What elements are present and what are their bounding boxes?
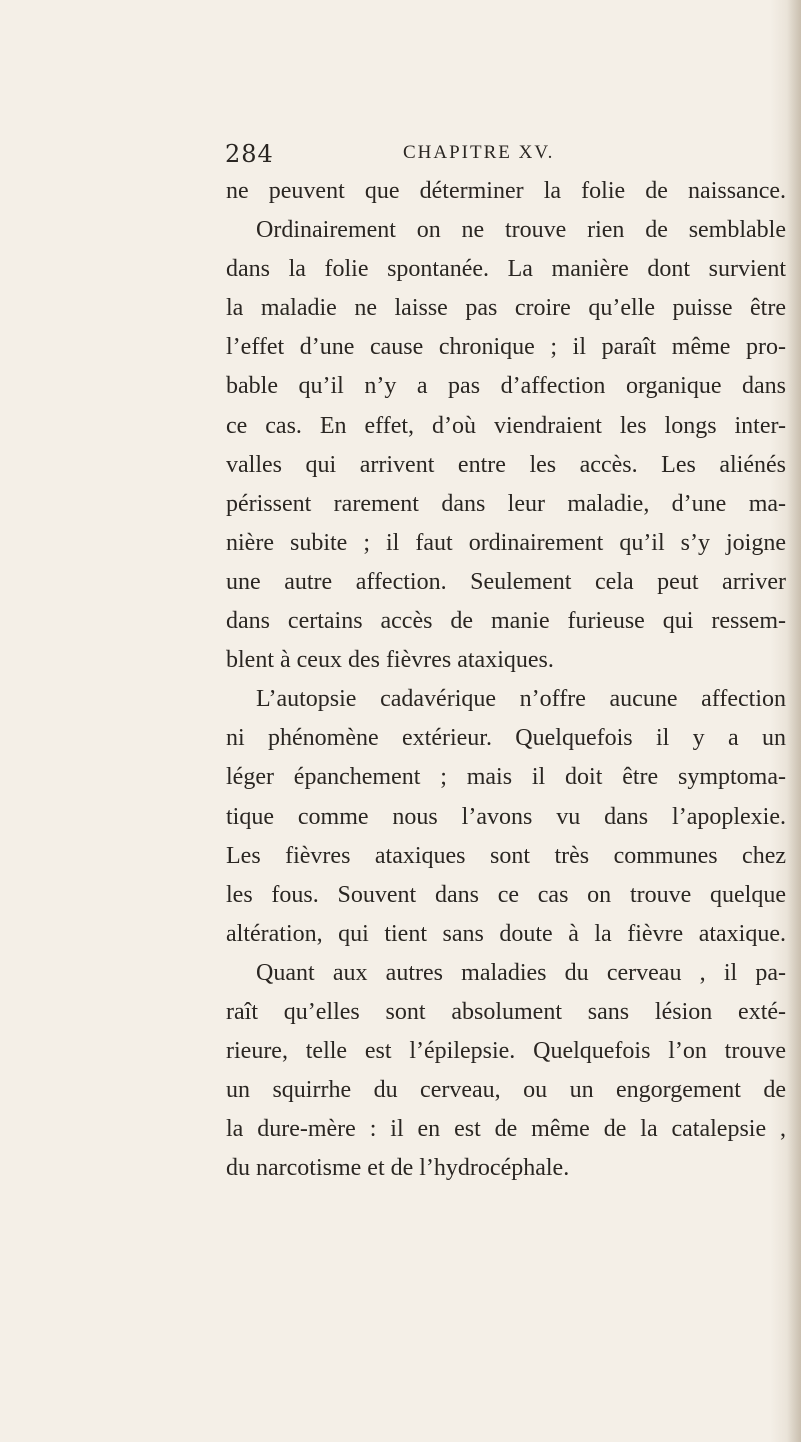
text-line: L’autopsie cadavérique n’offre aucune affection xyxy=(256,686,786,713)
text-line: une autre affection. Seulement cela peut arriver xyxy=(226,568,786,595)
text-line: bable qu’il n’y a pas d’affection organique dans xyxy=(226,373,786,400)
text-line: blent à ceux des fièvres ataxiques. xyxy=(226,647,554,674)
text-line: altération, qui tient sans doute à la fièvre ataxique. xyxy=(226,920,786,947)
text-line: un squirrhe du cerveau, ou un engorgement de xyxy=(226,1077,786,1104)
text-line: Les fièvres ataxiques sont très communes chez xyxy=(226,842,786,869)
text-line: ce cas. En effet, d’où viendraient les longs inter- xyxy=(226,412,786,439)
text-line: ne peuvent que déterminer la folie de naissance. xyxy=(226,178,786,204)
page-number: 284 xyxy=(225,140,274,168)
text-line: périssent rarement dans leur maladie, d’une ma- xyxy=(226,490,786,517)
text-line: la maladie ne laisse pas croire qu’elle puisse être xyxy=(226,295,786,322)
page-edge-shadow xyxy=(787,0,801,1442)
running-head xyxy=(225,140,785,170)
body-text xyxy=(226,172,786,1188)
text-line: l’effet d’une cause chronique ; il paraît même pro- xyxy=(226,334,786,361)
text-line: ni phénomène extérieur. Quelquefois il y a un xyxy=(226,725,786,752)
text-line: tique comme nous l’avons vu dans l’apoplexie. xyxy=(226,803,786,830)
text-line: rieure, telle est l’épilepsie. Quelquefois l’on trouve xyxy=(226,1038,786,1065)
text-line: léger épanchement ; mais il doit être symptoma- xyxy=(226,764,786,791)
text-line: nière subite ; il faut ordinairement qu’il s’y joigne xyxy=(226,529,786,556)
text-line: du narcotisme et de l’hydrocéphale. xyxy=(226,1155,570,1182)
text-line: la dure-mère : il en est de même de la catalepsie , xyxy=(226,1116,786,1143)
text-line: raît qu’elles sont absolument sans lésion exté- xyxy=(226,998,786,1025)
text-line: dans la folie spontanée. La manière dont survient xyxy=(226,256,786,283)
text-line: Quant aux autres maladies du cerveau , il pa- xyxy=(256,959,786,986)
text-line: Ordinairement on ne trouve rien de semblable xyxy=(256,217,786,244)
text-line: dans certains accès de manie furieuse qui ressem- xyxy=(226,608,786,635)
text-line: valles qui arrivent entre les accès. Les aliénés xyxy=(226,451,786,478)
text-line: les fous. Souvent dans ce cas on trouve quelque xyxy=(226,881,786,908)
chapter-title: CHAPITRE XV. xyxy=(403,142,555,163)
